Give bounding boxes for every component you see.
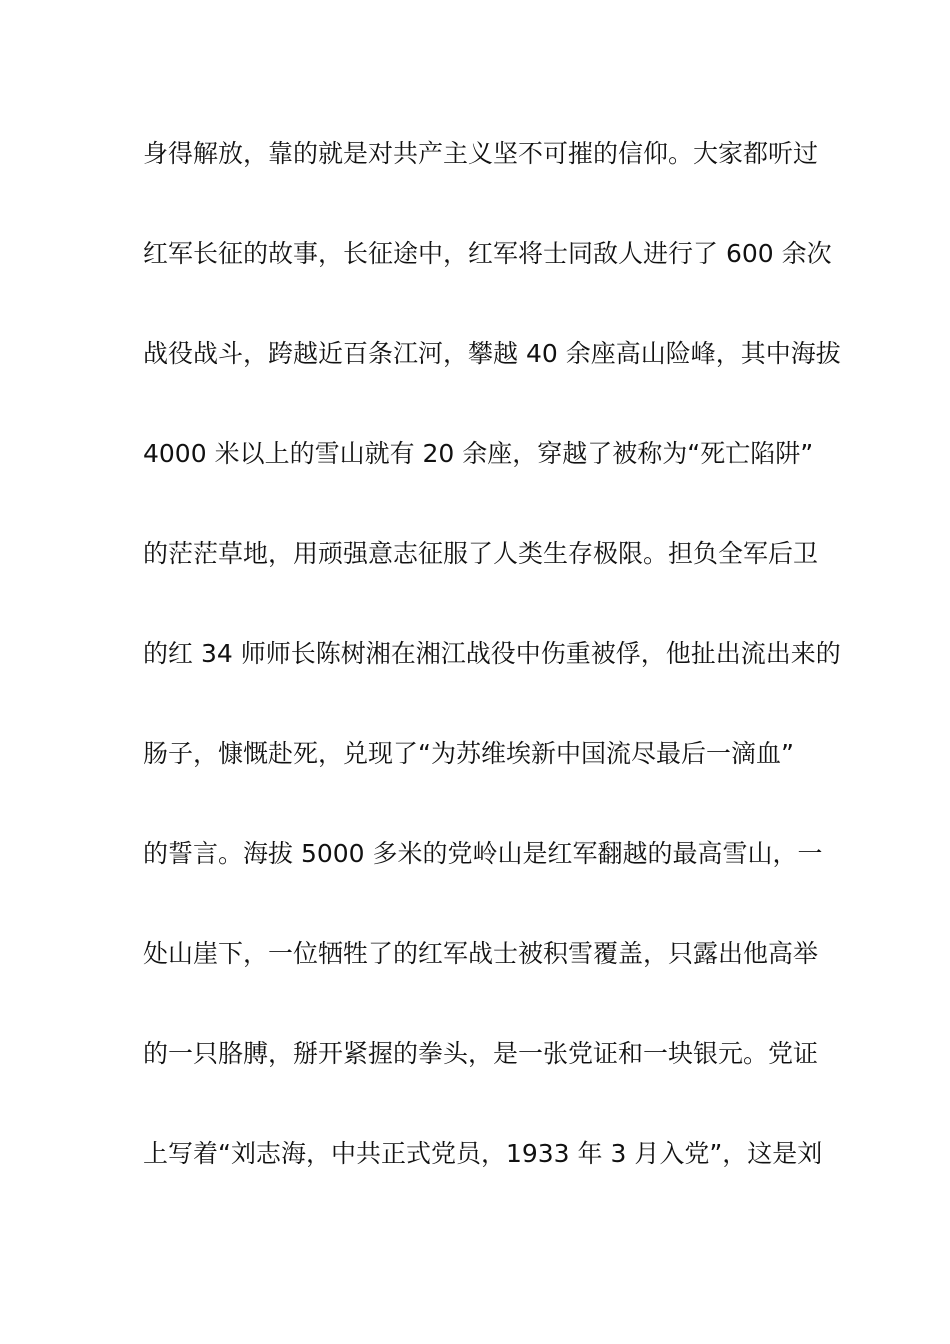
text-line: 的誓言。海拔 5000 多米的党岭山是红军翻越的最高雪山，一	[143, 839, 823, 868]
text-line: 的红 34 师师长陈树湘在湘江战役中伤重被俘，他扯出流出来的	[143, 639, 841, 668]
text-line: 4000 米以上的雪山就有 20 余座，穿越了被称为“死亡陷阱”	[143, 439, 814, 468]
text-line: 的一只胳膊，掰开紧握的拳头，是一张党证和一块银元。党证	[143, 1039, 819, 1068]
text-line: 身得解放，靠的就是对共产主义坚不可摧的信仰。大家都听过	[143, 139, 819, 168]
text-line: 肠子，慷慨赴死，兑现了“为苏维埃新中国流尽最后一滴血”	[143, 739, 794, 768]
text-line: 上写着“刘志海，中共正式党员，1933 年 3 月入党”，这是刘	[143, 1139, 823, 1168]
text-line: 战役战斗，跨越近百条江河，攀越 40 余座高山险峰，其中海拔	[143, 339, 841, 368]
text-line: 处山崖下，一位牺牲了的红军战士被积雪覆盖，只露出他高举	[143, 939, 819, 968]
body-text	[143, 130, 841, 1230]
text-line: 的茫茫草地，用顽强意志征服了人类生存极限。担负全军后卫	[143, 539, 819, 568]
text-line: 红军长征的故事，长征途中，红军将士同敌人进行了 600 余次	[143, 239, 832, 268]
